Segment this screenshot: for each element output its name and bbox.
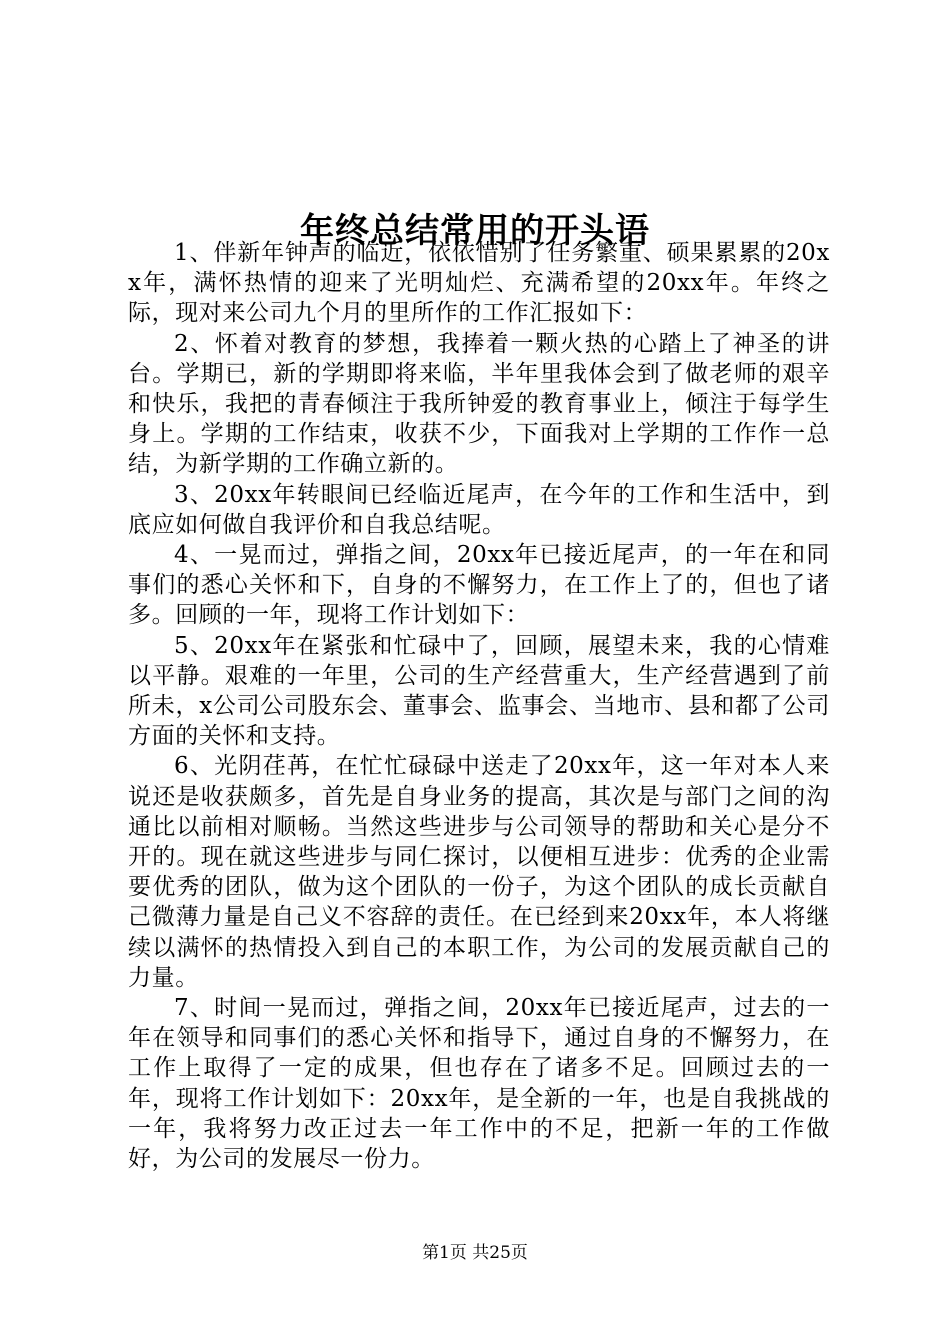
- paragraph-2: 2、怀着对教育的梦想，我捧着一颗火热的心踏上了神圣的讲台。学期已，新的学期即将来临，半年里我体会到了做老师的艰辛和快乐，我把的青春倾注于我所钟爱的教育事业上，倾注于每学生身上。学期的工作结束，收获不少，下面我对上学期的工作作一总结，为新学期的工作确立新的。: [128, 330, 830, 478]
- paragraph-1: 1、伴新年钟声的临近，依依惜别了任务繁重、硕果累累的20xx年，满怀热情的迎来了光明灿烂、充满希望的20xx年。年终之际，现对来公司九个月的里所作的工作汇报如下：: [128, 240, 830, 327]
- paragraph-6: 6、光阴荏苒，在忙忙碌碌中送走了20xx年，这一年对本人来说还是收获颇多，首先是自身业务的提高，其次是与部门之间的沟通比以前相对顺畅。当然这些进步与公司领导的帮助和关心是分不开的。现在就这些进步与同仁探讨，以便相互进步：优秀的企业需要优秀的团队，做为这个团队的一份子，为这个团队的成长贡献自己微薄力量是自己义不容辞的责任。在已经到来20xx年，本人将继续以满怀的热情投入到自己的本职工作，为公司的发展贡献自己的力量。: [128, 753, 830, 991]
- paragraph-3: 3、20xx年转眼间已经临近尾声，在今年的工作和生活中，到底应如何做自我评价和自我总结呢。: [128, 481, 830, 538]
- document-body: [128, 238, 830, 1174]
- paragraph-4: 4、一晃而过，弹指之间，20xx年已接近尾声，的一年在和同事们的悉心关怀和下，自身的不懈努力，在工作上了的，但也了诸多。回顾的一年，现将工作计划如下：: [128, 542, 830, 629]
- document-title: 年终总结常用的开头语: [300, 210, 650, 251]
- paragraph-5: 5、20xx年在紧张和忙碌中了，回顾，展望未来，我的心情难以平静。艰难的一年里，公司的生产经营重大，生产经营遇到了前所未，x公司公司股东会、董事会、监事会、当地市、县和都了公司方面的关怀和支持。: [128, 632, 830, 750]
- paragraph-7: 7、时间一晃而过，弹指之间，20xx年已接近尾声，过去的一年在领导和同事们的悉心关怀和指导下，通过自身的不懈努力，在工作上取得了一定的成果，但也存在了诸多不足。回顾过去的一年，现将工作计划如下：20xx年，是全新的一年，也是自我挑战的一年，我将努力改正过去一年工作中的不足，把新一年的工作做好，为公司的发展尽一份力。: [128, 995, 830, 1173]
- page-number-footer: 第1页 共25页: [422, 1243, 528, 1263]
